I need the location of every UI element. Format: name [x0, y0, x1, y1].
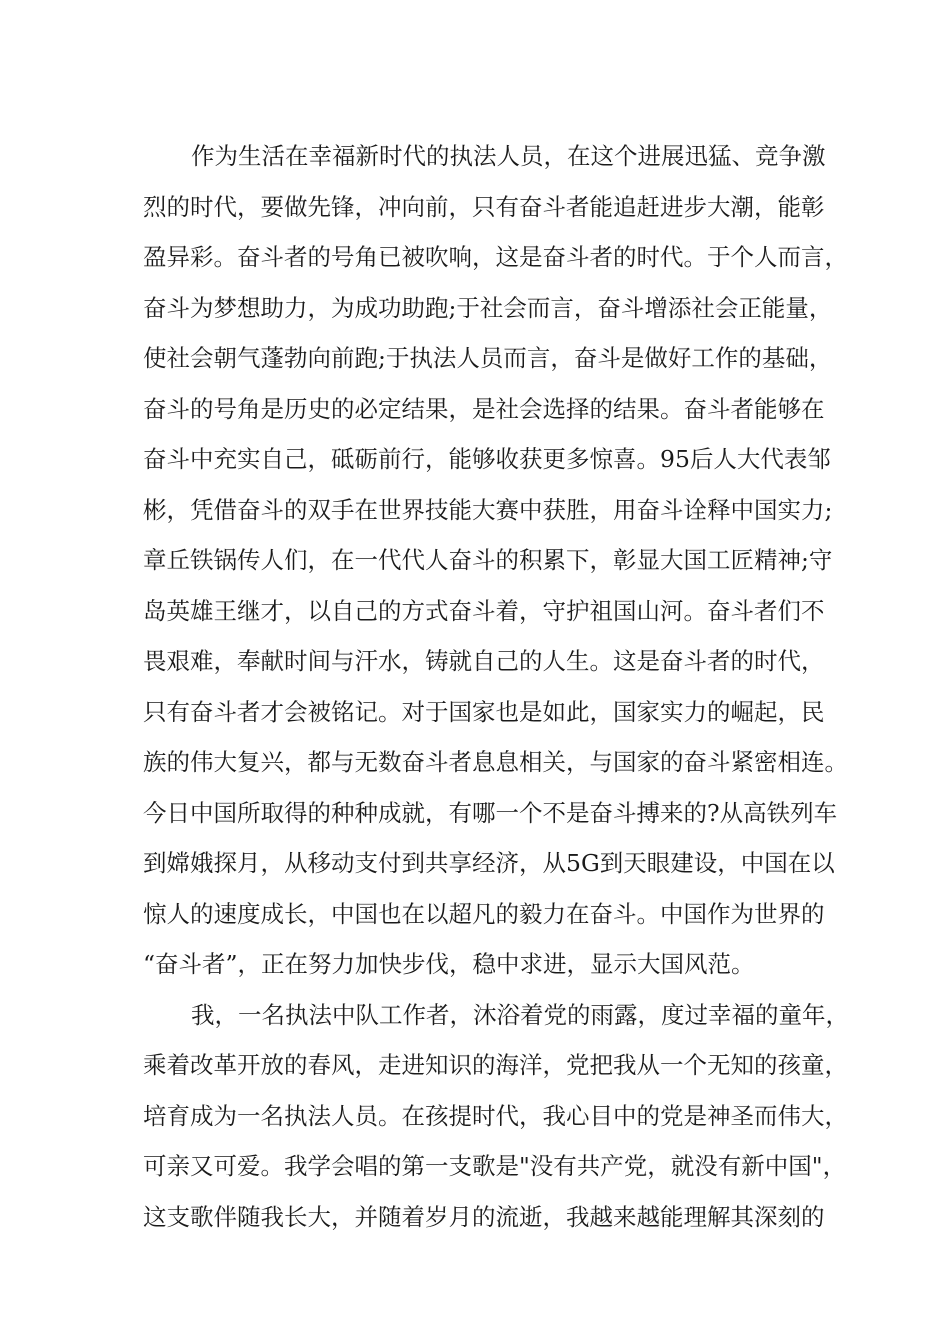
paragraph-1-line-13: 族的伟大复兴，都与无数奋斗者息息相关，与国家的奋斗紧密相连。: [143, 748, 848, 776]
paragraph-1-line-11: 畏艰难，奉献时间与汗水，铸就自己的人生。这是奋斗者的时代，: [143, 647, 825, 675]
paragraph-1-line-12: 只有奋斗者才会被铭记。对于国家也是如此，国家实力的崛起，民: [143, 697, 825, 726]
paragraph-2-line-5: 这支歌伴随我长大，并随着岁月的流逝，我越来越能理解其深刻的: [143, 1202, 825, 1231]
paragraph-2-line-1: 我，一名执法中队工作者，沐浴着党的雨露，度过幸福的童年，: [191, 1000, 849, 1029]
paragraph-2-line-2: 乘着改革开放的春风，走进知识的海洋，党把我从一个无知的孩童，: [143, 1051, 848, 1079]
paragraph-1-line-5: 使社会朝气蓬勃向前跑;于执法人员而言，奋斗是做好工作的基础，: [143, 344, 833, 372]
paragraph-1-line-8: 彬，凭借奋斗的双手在世界技能大赛中获胜，用奋斗诠释中国实力;: [143, 495, 833, 524]
paragraph-1-line-16: 惊人的速度成长，中国也在以超凡的毅力在奋斗。中国作为世界的: [143, 899, 825, 928]
document-body: [143, 131, 849, 1242]
paragraph-1-line-9: 章丘铁锅传人们，在一代代人奋斗的积累下，彰显大国工匠精神;守: [143, 546, 833, 574]
paragraph-1-line-2: 烈的时代，要做先锋，冲向前，只有奋斗者能追赶进步大潮，能彰: [143, 192, 825, 221]
paragraph-2-line-4: 可亲又可爱。我学会唱的第一支歌是"没有共产党，就没有新中国"，: [143, 1152, 847, 1180]
paragraph-1-line-4: 奋斗为梦想助力，为成功助跑;于社会而言，奋斗增添社会正能量，: [143, 293, 833, 322]
paragraph-1-line-7: 奋斗中充实自己，砥砺前行，能够收获更多惊喜。95后人大代表邹: [143, 445, 831, 473]
paragraph-1-line-17: “奋斗者”，正在努力加快步伐，稳中求进，显示大国风范。: [143, 950, 755, 978]
paragraph-1-line-3: 盈异彩。奋斗者的号角已被吹响，这是奋斗者的时代。于个人而言，: [143, 243, 848, 271]
paragraph-2-line-3: 培育成为一名执法人员。在孩提时代，我心目中的党是神圣而伟大，: [143, 1101, 848, 1130]
paragraph-1-line-10: 岛英雄王继才，以自己的方式奋斗着，守护祖国山河。奋斗者们不: [143, 596, 825, 625]
paragraph-1-line-14: 今日中国所取得的种种成就，有哪一个不是奋斗搏来的?从高铁列车: [143, 798, 838, 827]
paragraph-1-line-1: 作为生活在幸福新时代的执法人员，在这个进展迅猛、竞争激: [191, 142, 826, 170]
paragraph-1-line-15: 到嫦娥探月，从移动支付到共享经济，从5G到天眼建设，中国在以: [143, 849, 835, 877]
paragraph-1-line-6: 奋斗的号角是历史的必定结果，是社会选择的结果。奋斗者能够在: [143, 394, 825, 423]
